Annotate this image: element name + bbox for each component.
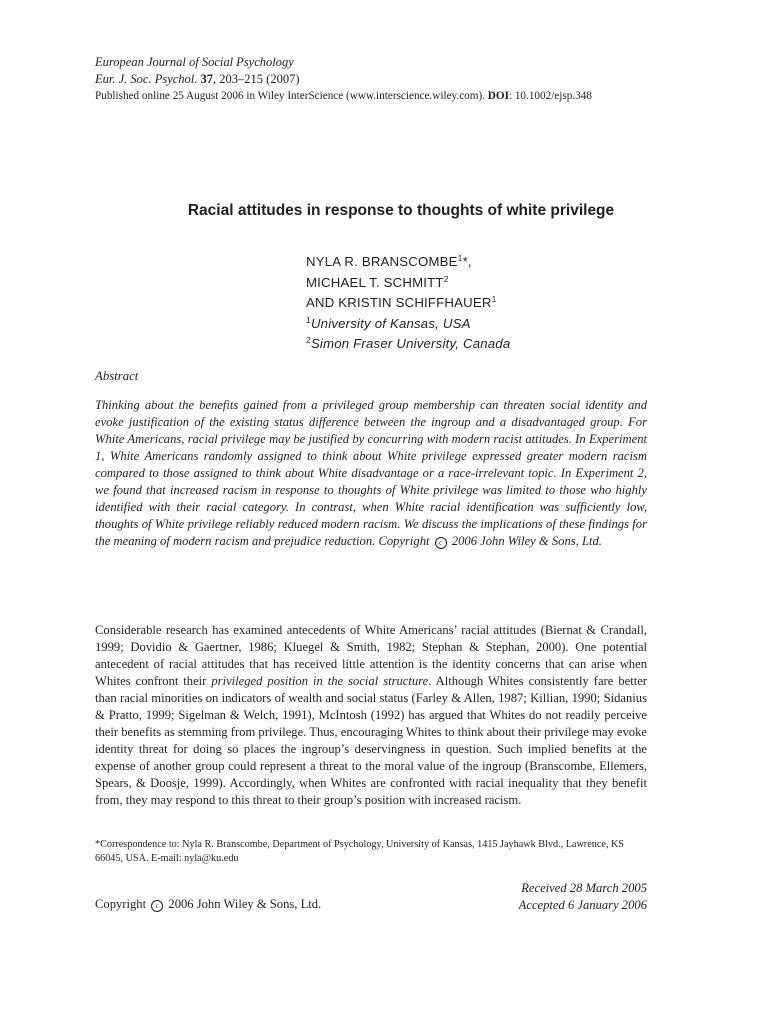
copyright-label: Copyright	[95, 897, 147, 911]
doi-value: : 10.1002/ejsp.348	[508, 90, 592, 102]
body-emphasis: privileged position in the social structure	[211, 674, 429, 688]
publication-line	[95, 88, 695, 105]
affiliation	[306, 332, 510, 353]
published-online: Published online 25 August 2006 in Wiley InterScience (www.interscience.wiley.com).	[95, 90, 485, 102]
affiliation-sup: 1	[306, 314, 311, 325]
author-block	[306, 250, 510, 353]
citation-volume: 37	[200, 72, 214, 86]
author-line	[306, 271, 510, 292]
abstract-paragraph	[95, 397, 647, 550]
author-sup: 1	[491, 294, 497, 304]
copyright-label: Copyright	[378, 534, 430, 548]
footer-copyright	[95, 897, 321, 912]
affiliation-text: University of Kansas, USA	[310, 315, 471, 331]
abstract-heading: Abstract	[95, 369, 139, 383]
body-paragraph	[95, 622, 647, 809]
citation-pages: , 203–215 (2007)	[213, 72, 300, 86]
citation-prefix: Eur. J. Soc. Psychol.	[95, 72, 198, 86]
correspondence-footnote: *Correspondence to: Nyla R. Branscombe, Department of Psychology, University of Kansas, 1415 Jayhawk Blvd., Lawrence, KS 66045, USA. E-mail: nyla@ku.edu	[95, 839, 624, 864]
author-line	[306, 250, 510, 271]
copyright-icon: c	[435, 537, 447, 549]
journal-header	[95, 54, 695, 105]
abstract-text: Thinking about the benefits gained from a privileged group membership can threaten social identity and evoke justification of the existing status difference between the ingroup and a disadvantaged group. For White Americans, racial privilege may be justified by concurring with modern racist attitudes. In Experiment 1, White Americans randomly assigned to think about White privilege expressed greater modern racism compared to those assigned to think about White disadvantage or a race-irrelevant topic. In Experiment 2, we found that increased racism in response to thoughts of White privilege was limited to those who highly identified with their racial category. In contrast, when White racial identification was sufficiently low, thoughts of White privilege reliably reduced modern racism. We discuss the implications of these findings for the meaning of modern racism and prejudice reduction.	[95, 398, 647, 548]
affiliation-text: Simon Fraser University, Canada	[310, 336, 511, 351]
body-text-part1: Considerable research has examined antecedents of White Americans’ racial attitudes (Biernat & Crandall, 1999; Dovidio & Gaertner, 1986; Kluegel & Smith, 1982; Stephan & Stephan, 2000). One potential antecedent of racial attitudes that has received little attention is the identity concerns that can arise when Whites confront their	[95, 623, 647, 688]
copyright-icon: c	[151, 900, 163, 912]
author-name: AND KRISTIN SCHIFFHAUER	[306, 295, 492, 310]
abstract-copyright	[378, 534, 601, 548]
accepted-date: Accepted 6 January 2006	[518, 898, 647, 912]
affiliation	[306, 312, 510, 333]
author-sup: 2	[443, 273, 449, 284]
author-name: NYLA R. BRANSCOMBE	[306, 254, 458, 269]
journal-name: European Journal of Social Psychology	[95, 55, 294, 69]
copyright-owner: 2006 John Wiley & Sons, Ltd.	[451, 534, 602, 548]
affiliation-sup: 2	[306, 335, 311, 345]
author-line	[306, 291, 510, 312]
journal-citation	[95, 71, 695, 88]
doi-label: DOI	[487, 90, 509, 102]
body-text-part2: . Although Whites consistently fare better than racial minorities on indicators of wealth and social status (Farley & Allen, 1987; Killian, 1990; Sidanius & Pratto, 1999; Sigelman & Welch, 1991), McIntosh (1992) has argued that Whites do not readily perceive their benefits as stemming from privilege. Thus, encouraging Whites to think about their privilege may evoke identity threat for doing so places the ingroup’s deservingness in question. Such implied benefits at the expense of another group could represent a threat to the moral value of the ingroup (Branscombe, Ellemers, Spears, & Doosje, 1999). Accordingly, when Whites are confronted with racial inequality that they benefit from, they may respond to this threat to their group’s position with increased racism.	[95, 674, 647, 807]
article-title: Racial attitudes in response to thoughts of white privilege	[187, 202, 615, 219]
received-dates	[519, 880, 647, 914]
author-name: MICHAEL T. SCHMITT	[306, 274, 444, 290]
copyright-owner: 2006 John Wiley & Sons, Ltd.	[168, 897, 322, 911]
received-date: Received 28 March 2005	[521, 881, 647, 895]
author-sup: 1	[457, 253, 463, 263]
author-tail: *,	[462, 254, 472, 269]
